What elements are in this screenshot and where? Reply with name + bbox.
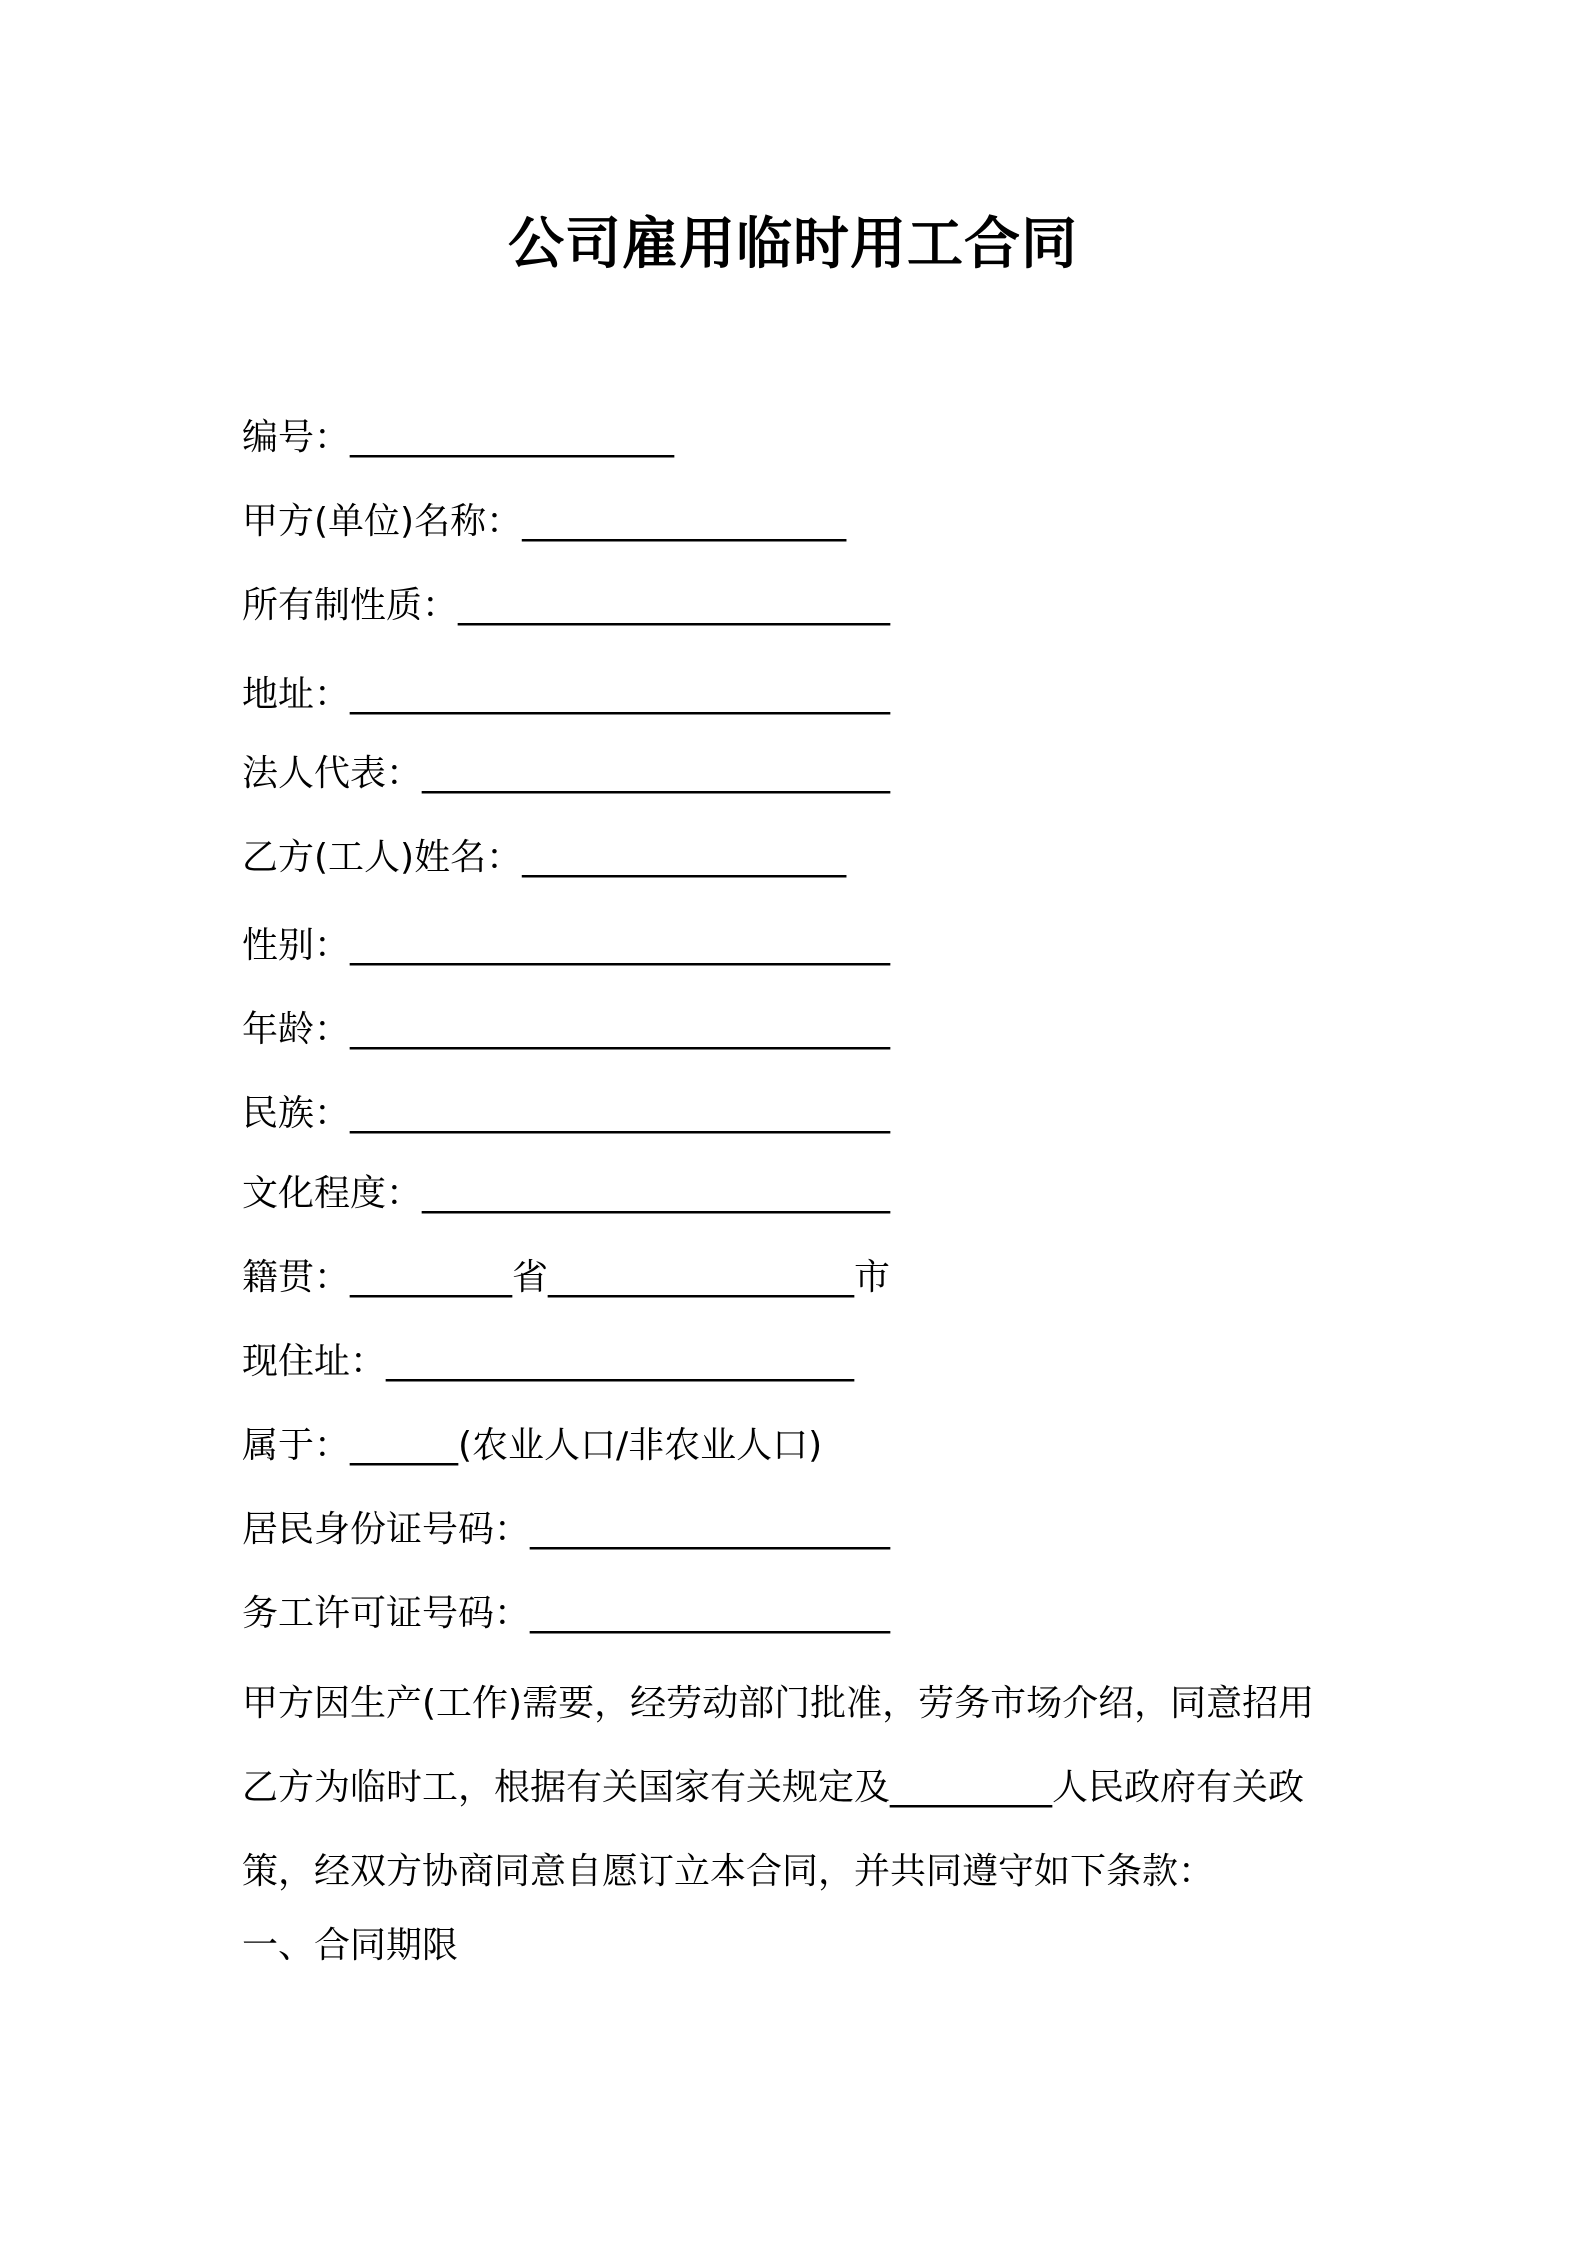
field-work-permit-number: 务工许可证号码：____________________ [242, 1593, 891, 1634]
field-household-type: 属于：______(农业人口/非农业人口) [242, 1425, 823, 1466]
document-title: 公司雇用临时用工合同 [508, 212, 1078, 277]
field-native-place: 籍贯：_________省_________________市 [242, 1257, 891, 1298]
field-current-address: 现住址：__________________________ [242, 1341, 855, 1382]
field-serial-number: 编号：__________________ [242, 417, 675, 458]
paragraph-line: 甲方因生产(工作)需要，经劳动部门批准，劳务市场介绍，同意招用 [242, 1683, 1315, 1724]
field-party-a-name: 甲方(单位)名称：__________________ [242, 501, 847, 542]
intro-paragraph [242, 1662, 1362, 1914]
field-ethnicity: 民族：______________________________ [242, 1093, 891, 1134]
field-ownership-type: 所有制性质：________________________ [242, 585, 891, 626]
field-education: 文化程度：__________________________ [242, 1173, 891, 1214]
field-legal-representative: 法人代表：__________________________ [242, 753, 891, 794]
field-id-number: 居民身份证号码：____________________ [242, 1509, 891, 1550]
field-gender: 性别：______________________________ [242, 925, 891, 966]
field-age: 年龄：______________________________ [242, 1009, 891, 1050]
field-address: 地址：______________________________ [242, 674, 891, 715]
paragraph-line: 策，经双方协商同意自愿订立本合同，并共同遵守如下条款： [242, 1851, 1215, 1892]
paragraph-line: 乙方为临时工，根据有关国家有关规定及_________人民政府有关政 [242, 1767, 1305, 1808]
field-party-b-name: 乙方(工人)姓名：__________________ [242, 837, 847, 878]
section-heading: 一、合同期限 [242, 1925, 459, 1966]
